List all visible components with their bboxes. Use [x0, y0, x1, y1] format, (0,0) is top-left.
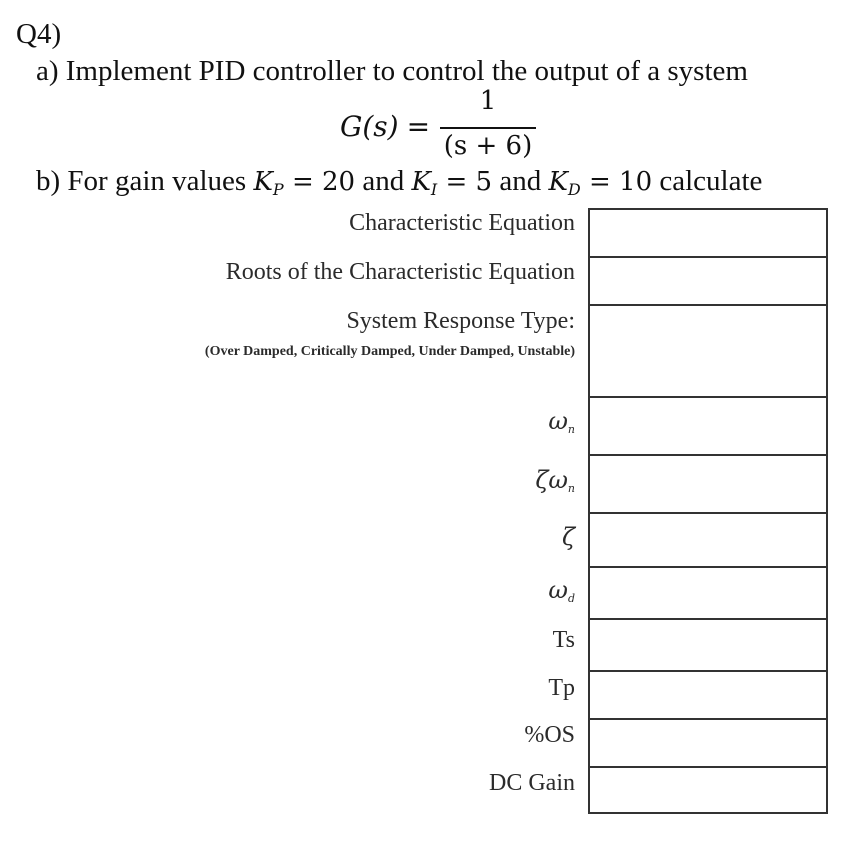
- part-a-text: a) Implement PID controller to control the output of a system: [36, 55, 748, 87]
- answer-box-natural-frequency[interactable]: [588, 396, 828, 456]
- answer-box-characteristic-equation[interactable]: [588, 208, 828, 258]
- answer-box-peak-time[interactable]: [588, 670, 828, 720]
- transfer-function-lhs: [340, 110, 430, 143]
- ki-symbol: K: [411, 167, 431, 197]
- kp-subscript: P: [272, 180, 284, 199]
- answer-box-percent-overshoot[interactable]: [588, 718, 828, 768]
- label-peak-time: Tp: [548, 675, 575, 701]
- answer-box-response-type[interactable]: [588, 304, 828, 398]
- answer-box-settling-time[interactable]: [588, 618, 828, 672]
- label-percent-overshoot: %OS: [524, 722, 575, 748]
- label-damped-frequency: [548, 576, 575, 605]
- omega-d-symbol: ω: [548, 576, 568, 604]
- transfer-function-name: G(s): [340, 110, 399, 143]
- kp-value: = 20: [291, 167, 356, 197]
- zeta-omega-symbol: ζω: [535, 466, 568, 494]
- equals-sign: =: [406, 110, 431, 143]
- label-roots: Roots of the Characteristic Equation: [225, 259, 575, 285]
- kd-symbol: K: [548, 167, 568, 197]
- label-characteristic-equation: Characteristic Equation: [349, 210, 575, 236]
- label-damping-ratio: ζ: [561, 523, 575, 551]
- fraction-bar: [440, 127, 536, 129]
- and-word-2: and: [499, 165, 542, 197]
- kp-symbol: K: [253, 167, 273, 197]
- part-b-text: [36, 165, 762, 199]
- kd-term: [548, 167, 652, 197]
- kd-value: = 10: [588, 167, 653, 197]
- label-settling-time: Ts: [552, 627, 575, 653]
- question-number: Q4): [16, 18, 62, 50]
- part-b-prefix: b) For gain values: [36, 165, 247, 197]
- ki-term: [411, 167, 492, 197]
- answer-box-zeta-omega-n[interactable]: [588, 454, 828, 514]
- answer-box-damping-ratio[interactable]: [588, 512, 828, 568]
- answer-box-dc-gain[interactable]: [588, 766, 828, 814]
- label-zeta-omega-n: [535, 466, 575, 495]
- ki-value: = 5: [445, 167, 493, 197]
- omega-symbol: ω: [548, 407, 568, 435]
- answer-box-roots[interactable]: [588, 256, 828, 306]
- zeta-omega-n-subscript: n: [567, 482, 575, 495]
- label-dc-gain: DC Gain: [489, 770, 575, 796]
- ki-subscript: I: [430, 180, 438, 199]
- and-word-1: and: [362, 165, 405, 197]
- answer-box-damped-frequency[interactable]: [588, 566, 828, 620]
- label-response-type-note: (Over Damped, Critically Damped, Under Damped, Unstable): [204, 344, 575, 359]
- omega-n-subscript: n: [567, 423, 575, 436]
- label-natural-frequency: [548, 407, 575, 436]
- kd-subscript: D: [567, 180, 581, 199]
- kp-term: [253, 167, 355, 197]
- label-response-type: System Response Type:: [346, 308, 575, 334]
- part-b-suffix: calculate: [659, 165, 763, 197]
- fraction-numerator: 1: [479, 86, 497, 116]
- omega-d-subscript: d: [567, 592, 575, 605]
- fraction-denominator: (s + 6): [443, 131, 533, 161]
